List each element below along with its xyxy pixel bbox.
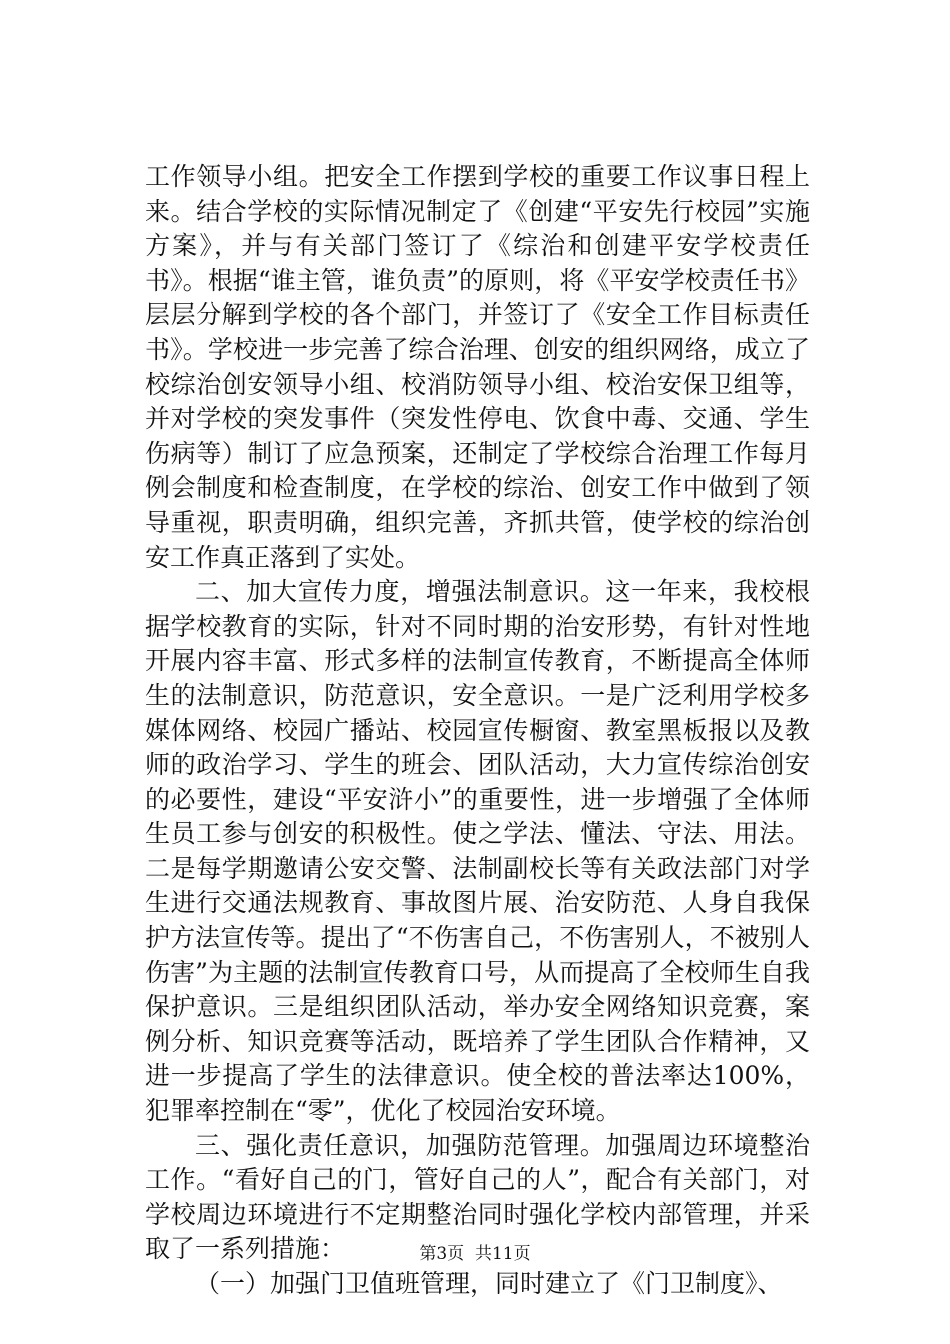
page-footer [0,1243,950,1265]
paragraph-continuation: 工作领导小组。把安全工作摆到学校的重要工作议事日程上来。结合学校的实际情况制定了《创建“平安先行校园”实施方案》，并与有关部门签订了《综治和创建平安学校责任书》。根据“谁主管，谁负责”的原则，将《平安学校责任书》层层分解到学校的各个部门，并签订了《安全工作目标责任书》。学校进一步完善了综合治理、创安的组织网络，成立了校综治创安领导小组、校消防领导小组、校治安保卫组等，并对学校的突发事件（突发性停电、饮食中毒、交通、学生伤病等）制订了应急预案，还制定了学校综合治理工作每月例会制度和检查制度，在学校的综治、创安工作中做到了领导重视，职责明确，组织完善，齐抓共管，使学校的综治创安工作真正落到了实处。 [145,162,810,572]
paragraph-section-two: 二、加大宣传力度，增强法制意识。这一年来，我校根据学校教育的实际，针对不同时期的治安形势，有针对性地开展内容丰富、形式多样的法制宣传教育，不断提高全体师生的法制意识，防范意识，安全意识。一是广泛利用学校多媒体网络、校园广播站、校园宣传橱窗、教室黑板报以及教师的政治学习、学生的班会、团队活动，大力宣传综治创安的必要性，建设“平安浒小”的重要性，进一步增强了全体师生员工参与创安的积极性。使之学法、懂法、守法、用法。二是每学期邀请公安交警、法制副校长等有关政法部门对学生进行交通法规教育、事故图片展、治安防范、人身自我保护方法宣传等。提出了“不伤害自己，不伤害别人，不被别人伤害”为主题的法制宣传教育口号，从而提高了全校师生自我保护意识。三是组织团队活动，举办安全网络知识竞赛，案例分析、知识竞赛等活动，既培养了学生团队合作精神，又进一步提高了学生的法律意识。使全校的普法率达100%，犯罪率控制在“零”，优化了校园治安环境。 [145,577,810,1126]
paragraph-subsection-one: （一）加强门卫值班管理，同时建立了《门卫制度》、 [195,1269,783,1298]
document-body [145,160,810,1302]
paragraph-section-three: 三、强化责任意识，加强防范管理。加强周边环境整治工作。“看好自己的门，管好自己的人”，配合有关部门，对学校周边环境进行不定期整治同时强化学校内部管理，并采取了一系列措施： [145,1130,810,1264]
page-number: 第3页 共11页 [419,1244,531,1264]
